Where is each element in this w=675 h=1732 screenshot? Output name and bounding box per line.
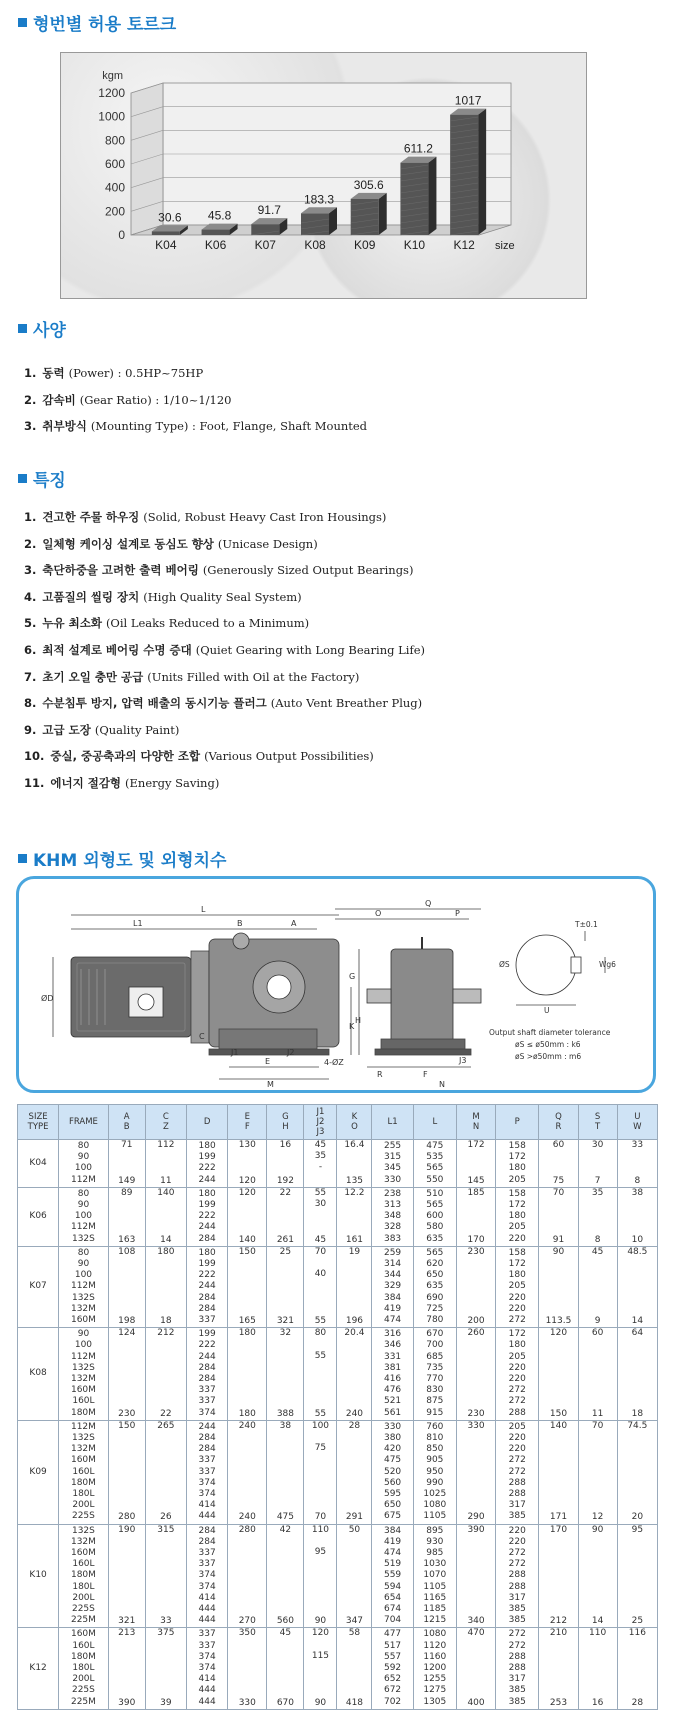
feature-item-number: 9. [24,722,37,737]
x-tick-label: K10 [403,238,426,252]
table-row [18,1328,658,1421]
bar [251,224,279,235]
feature-item-english: (Generously Sized Output Bearings) [202,563,414,578]
feature-item-korean: 에너지 절감형 [50,775,122,790]
table-cell-type: K08 [18,1328,59,1421]
y-tick-label: 0 [118,228,125,242]
table-cell-type: K04 [18,1140,59,1188]
bar-side [379,193,387,235]
table-cell: 132S 132M 160M 160L 180M 180L 200L 225S 225M [59,1524,108,1628]
spec-list [24,360,367,440]
table-cell: 212 22 [145,1328,186,1421]
spec-item-english: (Gear Ratio) : 1/10~1/120 [79,392,232,407]
torque-title-text: 형번별 허용 토르크 [33,15,177,35]
table-row [18,1187,658,1246]
table-cell: 12.2 161 [337,1187,372,1246]
table-cell: 265 26 [145,1420,186,1524]
bar [400,163,428,235]
feature-item-number: 7. [24,669,37,684]
table-cell: 55 30 45 [304,1187,337,1246]
table-cell: 71 149 [108,1140,145,1188]
feature-item-number: 6. [24,642,37,657]
table-header-cell: G H [267,1105,304,1140]
table-cell: 390 340 [456,1524,495,1628]
spec-item-english: (Mounting Type) : Foot, Flange, Shaft Mounted [90,419,368,434]
table-cell: 199 222 244 284 284 337 337 374 [186,1328,227,1421]
table-cell: 213 390 [108,1628,145,1709]
table-cell-type: K12 [18,1628,59,1709]
torque-chart-svg [61,53,588,300]
table-cell: 58 418 [337,1628,372,1709]
y-tick-label: 400 [104,180,125,195]
table-cell: 42 560 [267,1524,304,1628]
feature-item-korean: 축단하중을 고려한 출력 베어링 [42,563,199,578]
dim-label-h: H [355,1016,362,1025]
front-view [335,909,481,1067]
feature-item-korean: 견고한 주물 하우징 [42,510,140,524]
table-cell: 244 284 284 337 337 374 374 414 444 [186,1420,227,1524]
bar-side [478,109,486,235]
dim-label-j2: J2 [287,1048,295,1057]
feature-item-english: (Various Output Possibilities) [204,749,374,764]
table-cell: 220 220 272 272 288 288 317 385 385 [496,1524,539,1628]
khm-section-title [18,846,226,871]
table-header-cell: L [413,1105,456,1140]
table-cell: 25 321 [267,1246,304,1327]
table-cell: 90 14 [578,1524,617,1628]
bar-side [428,157,436,235]
table-cell: 22 261 [267,1187,304,1246]
x-axis-label: size [495,240,515,252]
table-row [18,1140,658,1188]
square-bullet-icon [18,324,27,333]
table-header-cell: U W [617,1105,657,1140]
x-tick-label: K07 [254,238,276,252]
table-cell: 185 170 [456,1187,495,1246]
dim-label-n: N [439,1080,445,1089]
table-header-cell: P [496,1105,539,1140]
y-tick-label: 800 [104,133,125,148]
table-cell: 375 39 [145,1628,186,1709]
bar-value-label: 45.8 [207,208,232,223]
y-axis-label: kgm [102,70,123,82]
feature-item-english: (Units Filled with Oil at the Factory) [147,669,360,684]
feature-item-number: 5. [24,616,37,631]
table-cell: 48.5 14 [617,1246,657,1327]
table-cell: 565 620 650 635 690 725 780 [413,1246,456,1327]
table-row [18,1524,658,1628]
table-cell: 120 140 [228,1187,267,1246]
table-cell: 350 330 [228,1628,267,1709]
dim-label-f: F [423,1070,428,1079]
table-cell: 180 18 [145,1246,186,1327]
table-cell: 1080 1120 1160 1200 1255 1275 1305 [413,1628,456,1709]
feature-item-number: 8. [24,696,37,711]
y-tick-label: 1200 [98,86,125,100]
table-cell: 38 10 [617,1187,657,1246]
table-cell: 100 75 70 [304,1420,337,1524]
spec-item-number: 3. [24,419,37,434]
torque-chart [60,52,587,299]
table-cell: 140 171 [539,1420,578,1524]
bar [152,231,180,235]
table-cell: 112M 132S 132M 160M 160L 180M 180L 200L 225S [59,1420,108,1524]
dim-label-d: ØD [41,994,54,1003]
square-bullet-icon [18,854,27,863]
table-cell: 180 199 222 244 284 284 337 [186,1246,227,1327]
spec-item [24,413,367,440]
feature-item [24,743,425,770]
table-cell: 670 700 685 735 770 830 875 915 [413,1328,456,1421]
table-cell: 470 400 [456,1628,495,1709]
table-cell-type: K06 [18,1187,59,1246]
table-header-cell: K O [337,1105,372,1140]
feature-item-number: 11. [24,775,45,790]
y-tick-label: 600 [104,157,125,171]
bar-value-label: 1017 [454,93,482,108]
feature-section-title [18,466,66,491]
feature-item-english: (Energy Saving) [125,775,220,790]
feature-item-number: 4. [24,589,37,604]
table-cell: 33 8 [617,1140,657,1188]
table-header-cell: S T [578,1105,617,1140]
table-cell: 45 670 [267,1628,304,1709]
spec-title-text: 사양 [33,321,66,341]
square-bullet-icon [18,18,27,27]
tolerance-line-2: øS >ø50mm : m6 [515,1052,582,1061]
table-cell: 32 388 [267,1328,304,1421]
dim-label-j3: J3 [459,1056,467,1065]
table-cell: 158 172 180 205 220 220 272 [496,1246,539,1327]
feature-item [24,637,425,664]
table-cell: 130 120 [228,1140,267,1188]
table-cell: 158 172 180 205 220 [496,1187,539,1246]
table-header-cell: E F [228,1105,267,1140]
table-cell: 284 284 337 337 374 374 414 444 444 [186,1524,227,1628]
dim-label-c: C [199,1032,205,1041]
y-tick-label: 1000 [98,109,125,124]
table-cell: 172 180 205 220 220 272 272 288 [496,1328,539,1421]
spec-item-number: 1. [24,366,37,380]
table-header-cell: FRAME [59,1105,108,1140]
table-row [18,1420,658,1524]
khm-title-text: KHM 외형도 및 외형치수 [33,851,227,871]
table-cell: 45 35 - [304,1140,337,1188]
shaft-section-view [516,931,605,1005]
tolerance-line-1: øS ≤ ø50mm : k6 [515,1040,581,1049]
table-cell: 80 90 100 112M [59,1140,108,1188]
table-header-cell: Q R [539,1105,578,1140]
table-cell: 112 11 [145,1140,186,1188]
bar-value-label: 305.6 [353,177,384,192]
table-cell: 180 199 222 244 [186,1140,227,1188]
table-cell: 238 313 348 328 383 [372,1187,413,1246]
bar-value-label: 611.2 [403,141,433,156]
dim-label-l1: L1 [133,919,143,928]
x-tick-label: K08 [304,238,326,252]
table-cell: 190 321 [108,1524,145,1628]
table-cell: 110 95 90 [304,1524,337,1628]
table-header-cell: C Z [145,1105,186,1140]
dimension-table [17,1104,658,1710]
table-cell: 50 347 [337,1524,372,1628]
feature-item-english: (High Quality Seal System) [143,589,302,604]
table-cell: 150 280 [108,1420,145,1524]
table-cell: 28 291 [337,1420,372,1524]
feature-item-korean: 중실, 중공축과의 다양한 조합 [50,749,201,764]
feature-item-english: (Solid, Robust Heavy Cast Iron Housings) [143,510,387,524]
table-cell: 895 930 985 1030 1070 1105 1165 1185 1215 [413,1524,456,1628]
table-cell: 16.4 135 [337,1140,372,1188]
table-cell: 80 90 100 112M 132S [59,1187,108,1246]
table-cell: 35 8 [578,1187,617,1246]
table-header-cell: SIZE TYPE [18,1105,59,1140]
spec-item-korean: 동력 [42,366,65,380]
table-cell: 120 150 [539,1328,578,1421]
table-cell: 315 33 [145,1524,186,1628]
spec-item-korean: 취부방식 [42,419,87,434]
table-cell: 95 25 [617,1524,657,1628]
feature-item [24,610,425,637]
torque-section-title [18,10,176,35]
dim-label-b: B [237,919,243,928]
x-tick-label: K04 [155,238,177,252]
spec-item-korean: 감속비 [42,392,76,407]
dim-label-e: E [265,1057,271,1066]
table-cell: 330 380 420 475 520 560 595 650 675 [372,1420,413,1524]
feature-list [24,504,425,797]
feature-item-number: 3. [24,563,37,578]
table-cell: 70 12 [578,1420,617,1524]
table-cell: 110 16 [578,1628,617,1709]
table-cell: 477 517 557 592 652 672 702 [372,1628,413,1709]
feature-item [24,690,425,717]
table-cell-type: K10 [18,1524,59,1628]
table-cell: 30 7 [578,1140,617,1188]
feature-item-english: (Quiet Gearing with Long Bearing Life) [195,642,425,657]
dim-label-r: R [377,1070,383,1079]
feature-item [24,717,425,744]
x-tick-label: K12 [453,238,475,252]
table-header-cell: L1 [372,1105,413,1140]
feature-item-english: (Unicase Design) [217,536,318,551]
table-cell: 205 220 220 272 272 288 288 317 385 [496,1420,539,1524]
spec-item [24,387,367,414]
dim-label-s: ØS [499,960,510,969]
table-cell: 70 40 55 [304,1246,337,1327]
feature-item-number: 1. [24,510,37,524]
table-row [18,1628,658,1709]
table-cell: 280 270 [228,1524,267,1628]
dim-label-z: 4-ØZ [324,1058,344,1067]
dim-label-u: U [544,1006,550,1015]
feature-item [24,770,425,797]
table-cell: 150 165 [228,1246,267,1327]
table-cell: 89 163 [108,1187,145,1246]
feature-item-korean: 초기 오일 충만 공급 [42,669,144,684]
table-header-cell: A B [108,1105,145,1140]
table-cell: 60 11 [578,1328,617,1421]
bar-value-label: 91.7 [257,203,281,218]
dim-label-a: A [291,919,297,928]
bar-value-label: 30.6 [158,210,182,225]
feature-item-number: 2. [24,536,37,551]
feature-item-english: (Quality Paint) [94,722,180,737]
table-cell: 330 290 [456,1420,495,1524]
dim-label-k: K [349,1022,355,1031]
table-header-cell: D [186,1105,227,1140]
dim-label-g: G [349,972,356,981]
table-cell: 80 90 100 112M 132S 132M 160M [59,1246,108,1327]
feature-title-text: 특징 [33,471,66,491]
table-cell: 90 113.5 [539,1246,578,1327]
feature-item [24,504,425,531]
dim-label-l: L [201,905,206,914]
square-bullet-icon [18,474,27,483]
feature-item-korean: 일체형 케이싱 설계로 동심도 향상 [42,536,214,551]
table-cell: 124 230 [108,1328,145,1421]
bar-value-label: 183.3 [303,192,335,207]
feature-item-korean: 수분침투 방지, 압력 배출의 동시기능 플러그 [42,696,267,711]
spec-item-number: 2. [24,392,37,407]
spec-section-title [18,316,66,341]
x-tick-label: K06 [204,238,227,252]
dim-label-m: M [267,1080,274,1089]
table-cell: 60 75 [539,1140,578,1188]
feature-item-korean: 고품질의 씰링 장치 [42,589,140,604]
y-tick-label: 200 [104,204,125,219]
dim-label-p: P [455,909,460,918]
feature-item [24,664,425,691]
table-cell: 38 475 [267,1420,304,1524]
table-cell: 230 200 [456,1246,495,1327]
table-cell: 80 55 55 [304,1328,337,1421]
table-cell: 384 419 474 519 559 594 654 674 704 [372,1524,413,1628]
table-cell: 74.5 20 [617,1420,657,1524]
side-view [53,915,351,1079]
table-cell: 16 192 [267,1140,304,1188]
table-cell-type: K09 [18,1420,59,1524]
feature-item-english: (Oil Leaks Reduced to a Minimum) [105,616,310,631]
table-cell: 158 172 180 205 [496,1140,539,1188]
table-cell-type: K07 [18,1246,59,1327]
table-cell: 337 337 374 374 414 444 444 [186,1628,227,1709]
x-tick-label: K09 [354,238,376,252]
table-cell: 180 199 222 244 284 [186,1187,227,1246]
table-cell: 255 315 345 330 [372,1140,413,1188]
dim-label-j1: J1 [231,1048,239,1057]
table-cell: 180 180 [228,1328,267,1421]
table-cell: 475 535 565 550 [413,1140,456,1188]
table-cell: 140 14 [145,1187,186,1246]
table-cell: 272 272 288 288 317 385 385 [496,1628,539,1709]
table-cell: 116 28 [617,1628,657,1709]
table-cell: 64 18 [617,1328,657,1421]
feature-item [24,557,425,584]
table-cell: 160M 160L 180M 180L 200L 225S 225M [59,1628,108,1709]
dim-label-w: Wg6 [599,960,616,969]
table-cell: 90 100 112M 132S 132M 160M 160L 180M [59,1328,108,1421]
dim-label-o: O [375,909,382,918]
table-cell: 120 115 90 [304,1628,337,1709]
dim-label-q: Q [425,899,432,908]
feature-item [24,531,425,558]
table-cell: 172 145 [456,1140,495,1188]
table-cell: 20.4 240 [337,1328,372,1421]
dimension-drawing-svg [19,879,653,1090]
table-cell: 210 253 [539,1628,578,1709]
feature-item-korean: 최적 설계로 베어링 수명 증대 [42,642,192,657]
table-cell: 170 212 [539,1524,578,1628]
spec-item [24,360,367,387]
table-cell: 240 240 [228,1420,267,1524]
table-cell: 316 346 331 381 416 476 521 561 [372,1328,413,1421]
table-cell: 108 198 [108,1246,145,1327]
table-cell: 45 9 [578,1246,617,1327]
table-cell: 760 810 850 905 950 990 1025 1080 1105 [413,1420,456,1524]
feature-item-english: (Auto Vent Breather Plug) [270,696,423,711]
table-header-row [18,1105,658,1140]
dim-label-t: T±0.1 [575,920,598,929]
table-cell: 260 230 [456,1328,495,1421]
dimension-drawing [16,876,656,1093]
bar [450,115,478,235]
table-cell: 70 91 [539,1187,578,1246]
spec-item-english: (Power) : 0.5HP~75HP [68,366,204,380]
table-header-cell: M N [456,1105,495,1140]
feature-item [24,584,425,611]
bar [202,230,230,235]
table-row [18,1246,658,1327]
feature-item-korean: 고급 도장 [42,722,91,737]
feature-item-korean: 누유 최소화 [42,616,102,631]
table-cell: 510 565 600 580 635 [413,1187,456,1246]
table-cell: 259 314 344 329 384 419 474 [372,1246,413,1327]
feature-item-number: 10. [24,749,45,764]
table-cell: 19 196 [337,1246,372,1327]
tolerance-title: Output shaft diameter tolerance [489,1028,611,1037]
table-header-cell: J1 J2 J3 [304,1105,337,1140]
